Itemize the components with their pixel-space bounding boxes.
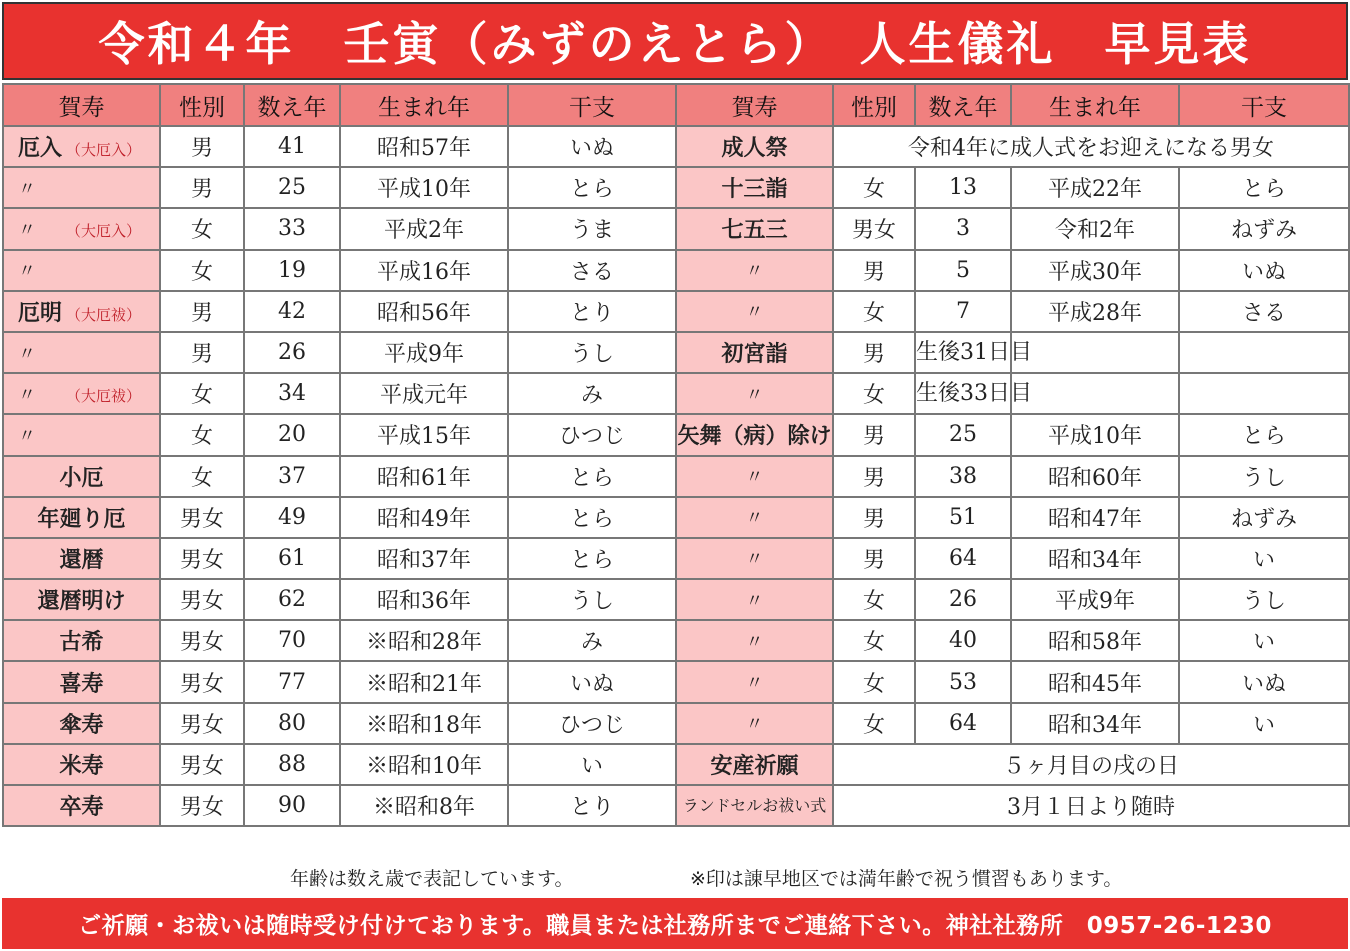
zodiac-cell: とら <box>508 538 676 579</box>
age-cell: 34 <box>244 373 340 414</box>
page-title: 令和４年 壬寅（みずのえとら） 人生儀礼 早見表 <box>2 2 1348 80</box>
zodiac-cell: み <box>508 373 676 414</box>
celebration-name <box>3 661 160 702</box>
age-cell-right: 40 <box>915 620 1011 661</box>
birth-year-cell-right: 平成30年 <box>1011 250 1179 291</box>
age-cell-right: 51 <box>915 497 1011 538</box>
zodiac-cell-right <box>1179 332 1349 373</box>
celebration-label-right: ランドセルお祓い式 <box>682 796 827 816</box>
header-zodiac: 干支 <box>508 84 676 126</box>
celebration-name <box>3 785 160 826</box>
celebration-label-right: 〃 <box>745 631 764 653</box>
sex-cell: 男 <box>160 126 244 167</box>
sex-cell-right: 男 <box>833 250 915 291</box>
sex-cell: 男女 <box>160 579 244 620</box>
sex-cell-right: 男 <box>833 414 915 455</box>
celebration-name-right <box>676 373 833 414</box>
celebration-name-right <box>676 208 833 249</box>
age-cell-right: 64 <box>915 703 1011 744</box>
celebration-name-right <box>676 167 833 208</box>
celebration-name <box>3 538 160 579</box>
celebration-name-right <box>676 661 833 702</box>
age-cell: 20 <box>244 414 340 455</box>
celebration-label-right: 十三詣 <box>721 176 788 203</box>
sex-cell: 男女 <box>160 497 244 538</box>
sex-cell: 男 <box>160 167 244 208</box>
table-row <box>3 414 1349 455</box>
birth-year-cell-right: 昭和47年 <box>1011 497 1179 538</box>
zodiac-cell-right: い <box>1179 538 1349 579</box>
age-cell-right: 7 <box>915 291 1011 332</box>
age-cell-right: 25 <box>915 414 1011 455</box>
age-cell-right: 26 <box>915 579 1011 620</box>
birth-year-cell: 昭和57年 <box>340 126 508 167</box>
age-cell: 77 <box>244 661 340 702</box>
sex-cell-right: 男 <box>833 538 915 579</box>
sex-cell-right: 女 <box>833 703 915 744</box>
celebration-description: 3月１日より随時 <box>833 785 1349 826</box>
celebration-name-right <box>676 620 833 661</box>
birth-year-cell: 昭和36年 <box>340 579 508 620</box>
sex-cell-right: 女 <box>833 620 915 661</box>
zodiac-cell: うし <box>508 332 676 373</box>
zodiac-cell: うま <box>508 208 676 249</box>
zodiac-cell-right: とら <box>1179 414 1349 455</box>
age-cell: 70 <box>244 620 340 661</box>
birth-year-cell: ※昭和8年 <box>340 785 508 826</box>
zodiac-cell: とら <box>508 497 676 538</box>
celebration-label: 小厄 <box>59 464 104 491</box>
sex-cell-right: 女 <box>833 167 915 208</box>
celebration-note: （大厄祓） <box>66 305 142 324</box>
celebration-label-right: 成人祭 <box>721 135 788 162</box>
sex-cell: 女 <box>160 414 244 455</box>
age-cell: 19 <box>244 250 340 291</box>
age-cell-right: 38 <box>915 456 1011 497</box>
age-cell: 49 <box>244 497 340 538</box>
celebration-label: 傘寿 <box>59 711 104 738</box>
birth-year-cell: 平成16年 <box>340 250 508 291</box>
age-cell-right: 生後33日目 <box>915 373 1011 414</box>
zodiac-cell: いぬ <box>508 126 676 167</box>
table-row <box>3 291 1349 332</box>
sex-cell-right: 男 <box>833 456 915 497</box>
sex-cell-right: 男 <box>833 332 915 373</box>
zodiac-cell: ひつじ <box>508 703 676 744</box>
celebration-name-right <box>676 744 833 785</box>
zodiac-cell: とり <box>508 785 676 826</box>
age-cell: 41 <box>244 126 340 167</box>
sex-cell-right: 男女 <box>833 208 915 249</box>
age-cell: 90 <box>244 785 340 826</box>
sex-cell-right: 男 <box>833 497 915 538</box>
age-cell: 25 <box>244 167 340 208</box>
celebration-label-right: 〃 <box>745 590 764 612</box>
celebration-label: 年廻り厄 <box>37 505 126 532</box>
birth-year-cell-right <box>1011 332 1179 373</box>
age-cell-right: 生後31日目 <box>915 332 1011 373</box>
celebration-label: 還暦明け <box>37 588 126 615</box>
age-cell-right: 64 <box>915 538 1011 579</box>
celebration-label-right: 初宮詣 <box>721 341 788 368</box>
celebration-description: 令和4年に成人式をお迎えになる男女 <box>833 126 1349 167</box>
table-row <box>3 785 1349 826</box>
sex-cell: 男女 <box>160 785 244 826</box>
birth-year-cell: 平成10年 <box>340 167 508 208</box>
celebration-label-right: 〃 <box>745 508 764 530</box>
celebration-name-right <box>676 456 833 497</box>
sex-cell: 女 <box>160 373 244 414</box>
table-row <box>3 497 1349 538</box>
age-cell: 26 <box>244 332 340 373</box>
birth-year-cell-right: 昭和45年 <box>1011 661 1179 702</box>
celebration-name <box>3 167 160 208</box>
sex-cell: 男女 <box>160 661 244 702</box>
sex-cell: 女 <box>160 208 244 249</box>
zodiac-cell-right: さる <box>1179 291 1349 332</box>
zodiac-cell-right: い <box>1179 703 1349 744</box>
zodiac-cell: ひつじ <box>508 414 676 455</box>
table-row <box>3 744 1349 785</box>
celebration-name <box>3 456 160 497</box>
birth-year-cell-right: 平成9年 <box>1011 579 1179 620</box>
sex-cell: 男女 <box>160 744 244 785</box>
celebration-label-right: 〃 <box>745 467 764 489</box>
table-row <box>3 208 1349 249</box>
table-row <box>3 456 1349 497</box>
birth-year-cell: 平成2年 <box>340 208 508 249</box>
zodiac-cell: とり <box>508 291 676 332</box>
celebration-name <box>3 126 160 167</box>
celebration-note: （大厄入） <box>66 221 142 240</box>
celebration-label-right: 七五三 <box>721 217 788 244</box>
celebration-name-right <box>676 785 833 826</box>
birth-year-cell-right: 昭和58年 <box>1011 620 1179 661</box>
celebration-label-right: 〃 <box>745 384 764 406</box>
celebration-name <box>3 579 160 620</box>
zodiac-cell-right: いぬ <box>1179 250 1349 291</box>
birth-year-cell-right: 昭和34年 <box>1011 703 1179 744</box>
celebration-label: 還暦 <box>59 546 104 573</box>
age-cell: 37 <box>244 456 340 497</box>
birth-year-cell-right <box>1011 373 1179 414</box>
sex-cell: 男 <box>160 291 244 332</box>
sex-cell: 男女 <box>160 703 244 744</box>
celebration-name <box>3 703 160 744</box>
zodiac-cell-right <box>1179 373 1349 414</box>
celebration-label-right: 〃 <box>745 673 764 695</box>
table-row <box>3 332 1349 373</box>
note-age-format: 年齢は数え歳で表記しています。 <box>290 868 574 890</box>
celebration-note: （大厄祓） <box>66 386 142 405</box>
zodiac-cell-right: ねずみ <box>1179 497 1349 538</box>
celebration-name-right <box>676 414 833 455</box>
header-birth-year-right: 生まれ年 <box>1011 84 1179 126</box>
celebration-name <box>3 414 160 455</box>
header-birth-year: 生まれ年 <box>340 84 508 126</box>
celebration-name-right <box>676 579 833 620</box>
age-cell: 33 <box>244 208 340 249</box>
celebration-label: 厄入 <box>18 135 63 162</box>
zodiac-cell-right: いぬ <box>1179 661 1349 702</box>
celebration-label: 米寿 <box>59 752 104 779</box>
celebration-name <box>3 332 160 373</box>
age-cell-right: 5 <box>915 250 1011 291</box>
header-celebration-right: 賀寿 <box>676 84 833 126</box>
sex-cell-right: 女 <box>833 579 915 620</box>
birth-year-cell-right: 昭和34年 <box>1011 538 1179 579</box>
celebration-name <box>3 250 160 291</box>
celebration-label: 〃 <box>18 261 36 283</box>
celebration-note: （大厄入） <box>66 141 142 160</box>
zodiac-cell-right: い <box>1179 620 1349 661</box>
celebration-label-right: 〃 <box>745 714 764 736</box>
zodiac-cell-right: とら <box>1179 167 1349 208</box>
table-row <box>3 620 1349 661</box>
celebration-name <box>3 744 160 785</box>
table-header-row <box>3 84 1349 126</box>
age-cell: 42 <box>244 291 340 332</box>
celebration-name-right <box>676 250 833 291</box>
header-age: 数え年 <box>244 84 340 126</box>
celebration-label: 〃 <box>18 425 36 447</box>
sex-cell-right: 女 <box>833 661 915 702</box>
zodiac-cell: み <box>508 620 676 661</box>
sex-cell: 女 <box>160 456 244 497</box>
celebration-label-right: 〃 <box>745 549 764 571</box>
birth-year-cell: 昭和49年 <box>340 497 508 538</box>
zodiac-cell: いぬ <box>508 661 676 702</box>
ritual-chart-table <box>2 83 1350 827</box>
table-row <box>3 703 1349 744</box>
zodiac-cell: とら <box>508 167 676 208</box>
celebration-label: 厄明 <box>18 299 63 326</box>
table-row <box>3 373 1349 414</box>
birth-year-cell: ※昭和18年 <box>340 703 508 744</box>
footer-contact: ご祈願・お祓いは随時受け付けております。職員または社務所までご連絡下さい。神社社務所 0957-26-1230 <box>2 898 1348 949</box>
age-cell: 88 <box>244 744 340 785</box>
table-row <box>3 579 1349 620</box>
birth-year-cell: 平成9年 <box>340 332 508 373</box>
birth-year-cell: ※昭和10年 <box>340 744 508 785</box>
celebration-name-right <box>676 538 833 579</box>
celebration-label-right: 〃 <box>745 261 764 283</box>
celebration-label: 喜寿 <box>59 670 104 697</box>
celebration-name-right <box>676 126 833 167</box>
zodiac-cell-right: ねずみ <box>1179 208 1349 249</box>
celebration-label-right: 安産祈願 <box>710 752 799 779</box>
header-sex-right: 性別 <box>833 84 915 126</box>
table-row <box>3 126 1349 167</box>
celebration-label: 〃 <box>18 178 36 200</box>
sex-cell: 男女 <box>160 538 244 579</box>
header-zodiac-right: 干支 <box>1179 84 1349 126</box>
age-cell-right: 53 <box>915 661 1011 702</box>
sex-cell-right: 女 <box>833 373 915 414</box>
birth-year-cell-right: 平成22年 <box>1011 167 1179 208</box>
zodiac-cell-right: うし <box>1179 579 1349 620</box>
note-asterisk: ※印は諌早地区では満年齢で祝う慣習もあります。 <box>690 868 1123 890</box>
age-cell: 80 <box>244 703 340 744</box>
celebration-name-right <box>676 332 833 373</box>
celebration-name-right <box>676 291 833 332</box>
celebration-name <box>3 373 160 414</box>
zodiac-cell: うし <box>508 579 676 620</box>
celebration-name-right <box>676 703 833 744</box>
birth-year-cell-right: 平成10年 <box>1011 414 1179 455</box>
celebration-label: 〃 <box>18 343 36 365</box>
birth-year-cell: 平成元年 <box>340 373 508 414</box>
birth-year-cell: 昭和56年 <box>340 291 508 332</box>
sex-cell: 男 <box>160 332 244 373</box>
sex-cell: 女 <box>160 250 244 291</box>
zodiac-cell-right: うし <box>1179 456 1349 497</box>
celebration-label-right: 矢舞（病）除け <box>677 423 832 450</box>
celebration-label: 古希 <box>59 629 104 656</box>
celebration-name <box>3 497 160 538</box>
birth-year-cell: ※昭和28年 <box>340 620 508 661</box>
age-cell-right: 3 <box>915 208 1011 249</box>
celebration-label: 〃 <box>18 384 36 406</box>
celebration-name <box>3 208 160 249</box>
zodiac-cell: とら <box>508 456 676 497</box>
sex-cell: 男女 <box>160 620 244 661</box>
celebration-label: 〃 <box>18 219 36 241</box>
zodiac-cell: い <box>508 744 676 785</box>
age-cell: 61 <box>244 538 340 579</box>
birth-year-cell-right: 令和2年 <box>1011 208 1179 249</box>
birth-year-cell: ※昭和21年 <box>340 661 508 702</box>
celebration-name <box>3 291 160 332</box>
celebration-name <box>3 620 160 661</box>
header-sex: 性別 <box>160 84 244 126</box>
birth-year-cell-right: 昭和60年 <box>1011 456 1179 497</box>
age-cell-right: 13 <box>915 167 1011 208</box>
table-row <box>3 167 1349 208</box>
age-cell: 62 <box>244 579 340 620</box>
table-row <box>3 661 1349 702</box>
header-celebration: 賀寿 <box>3 84 160 126</box>
header-age-right: 数え年 <box>915 84 1011 126</box>
birth-year-cell-right: 平成28年 <box>1011 291 1179 332</box>
celebration-description: ５ヶ月目の戌の日 <box>833 744 1349 785</box>
celebration-label-right: 〃 <box>745 302 764 324</box>
zodiac-cell: さる <box>508 250 676 291</box>
table-row <box>3 250 1349 291</box>
birth-year-cell: 昭和61年 <box>340 456 508 497</box>
table-row <box>3 538 1349 579</box>
birth-year-cell: 平成15年 <box>340 414 508 455</box>
birth-year-cell: 昭和37年 <box>340 538 508 579</box>
sex-cell-right: 女 <box>833 291 915 332</box>
celebration-label: 卒寿 <box>59 794 104 821</box>
celebration-name-right <box>676 497 833 538</box>
